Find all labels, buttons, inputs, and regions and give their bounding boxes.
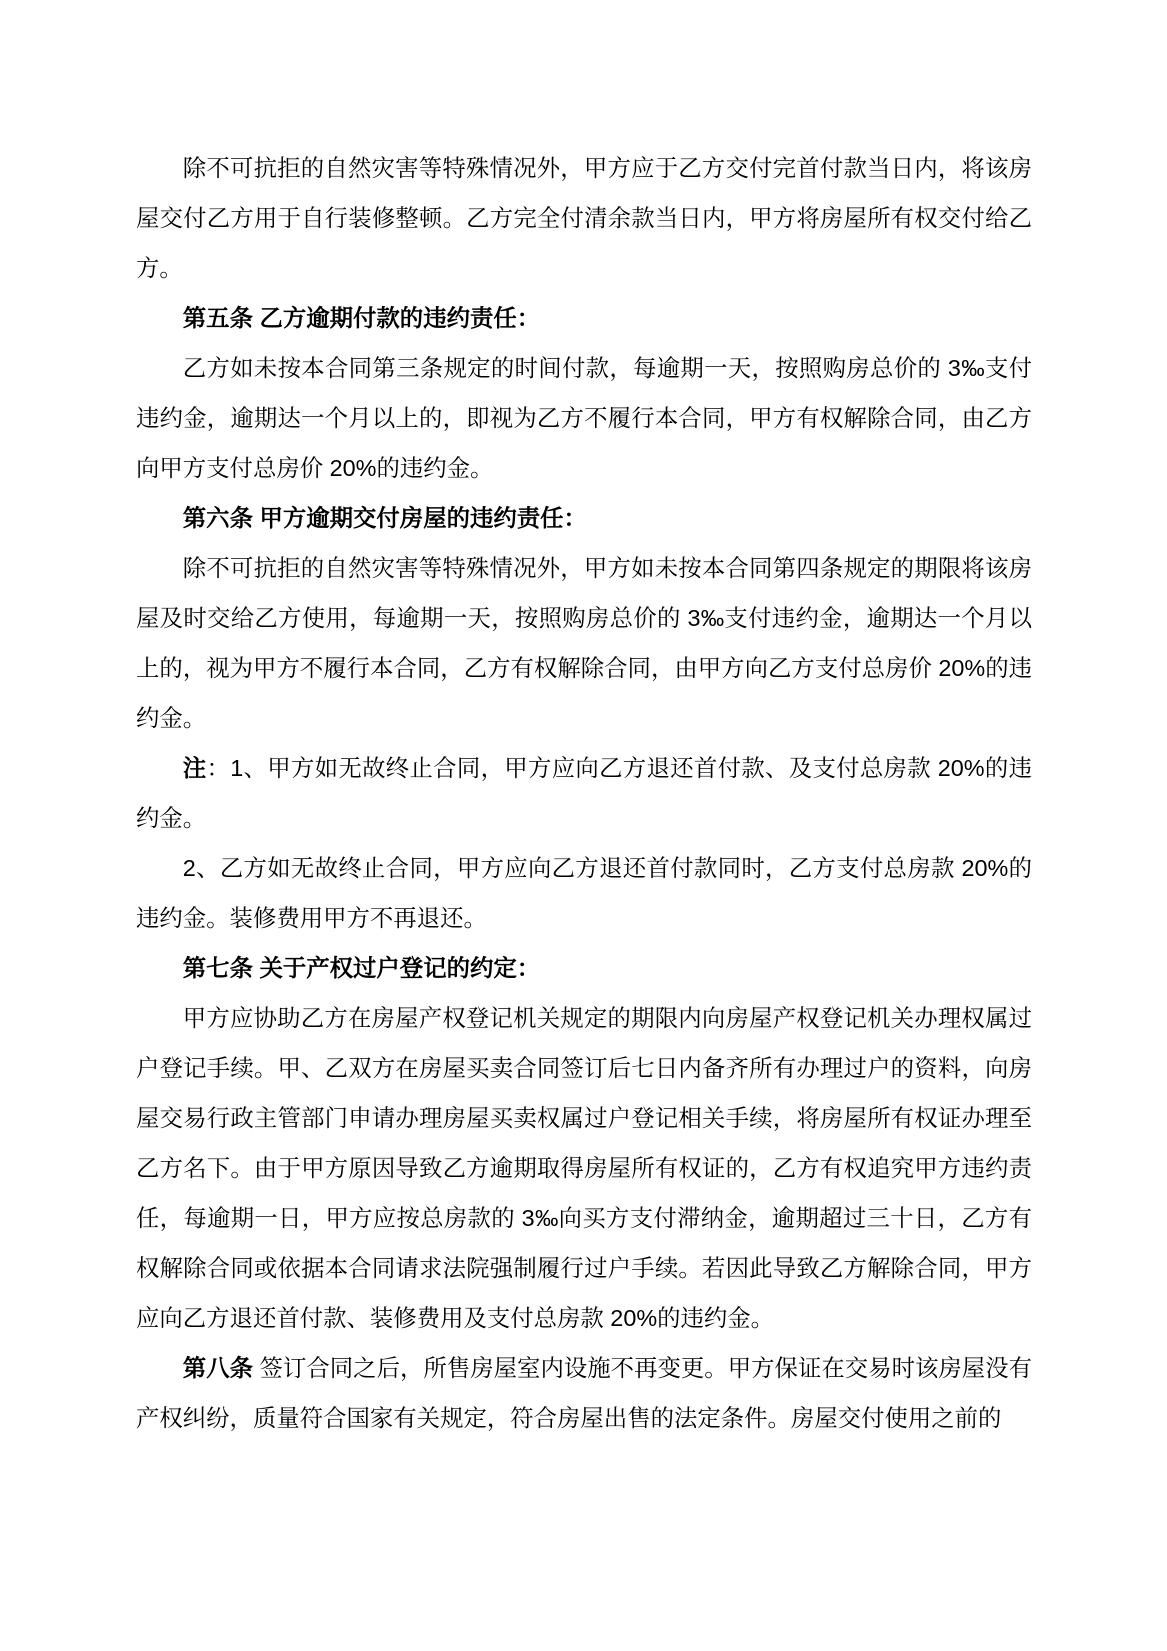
clause7-paragraph: 甲方应协助乙方在房屋产权登记机关规定的期限内向房屋产权登记机关办理权属过户登记手续。甲、乙双方在房屋买卖合同签订后七日内备齐所有办理过户的资料，向房屋交易行政主管部门申请办理房屋买卖权属过户登记相关手续，将房屋所有权证办理至乙方名下。由于甲方原因导致乙方逾期取得房屋所有权证的，乙方有权追究甲方违约责任，每逾期一日，甲方应按总房款的 3‰向买方支付滞纳金，逾期超过三十日，乙方有权解除合同或依据本合同请求法院强制履行过户手续。若因此导致乙方解除合同，甲方应向乙方退还首付款、装修费用及支付总房款 20%的违约金。 [136, 1005, 1032, 1331]
paragraph-text: 签订合同之后，所售房屋室内设施不再变更。甲方保证在交易时该房屋没有产权纠纷，质量符合国家有关规定，符合房屋出售的法定条件。房屋交付使用之前的 [136, 1355, 1033, 1431]
note-item1-paragraph [136, 743, 1032, 843]
clause8-paragraph [136, 1343, 1032, 1443]
paragraph-bold-lead: 注 [182, 755, 207, 781]
paragraph-text: ：1、甲方如无故终止合同，甲方应向乙方退还首付款、及支付总房款 20%的违约金。 [136, 755, 1033, 831]
paragraph-bold-lead: 第八条 [182, 1355, 254, 1381]
clause7-heading: 第七条 关于产权过户登记的约定： [182, 955, 541, 981]
clause5-heading: 第五条 乙方逾期付款的违约责任： [182, 305, 541, 331]
clause6-heading: 第六条 甲方逾期交付房屋的违约责任： [182, 505, 587, 531]
clause5-paragraph: 乙方如未按本合同第三条规定的时间付款，每逾期一天，按照购房总价的 3‰支付违约金，逾期达一个月以上的，即视为乙方不履行本合同，甲方有权解除合同，由乙方向甲方支付总房价 20%的违约金。 [136, 355, 1032, 481]
contract-body-text [136, 143, 1032, 1443]
note-item2-paragraph: 2、乙方如无故终止合同，甲方应向乙方退还首付款同时，乙方支付总房款 20%的违约金。装修费用甲方不再退还。 [136, 855, 1032, 931]
clause6-paragraph: 除不可抗拒的自然灾害等特殊情况外，甲方如未按本合同第四条规定的期限将该房屋及时交给乙方使用，每逾期一天，按照购房总价的 3‰支付违约金，逾期达一个月以上的，视为甲方不履行本合同，乙方有权解除合同，由甲方向乙方支付总房价 20%的违约金。 [136, 555, 1032, 731]
clause4-delivery-paragraph: 除不可抗拒的自然灾害等特殊情况外，甲方应于乙方交付完首付款当日内，将该房屋交付乙方用于自行装修整顿。乙方完全付清余款当日内，甲方将房屋所有权交付给乙方。 [136, 155, 1032, 281]
